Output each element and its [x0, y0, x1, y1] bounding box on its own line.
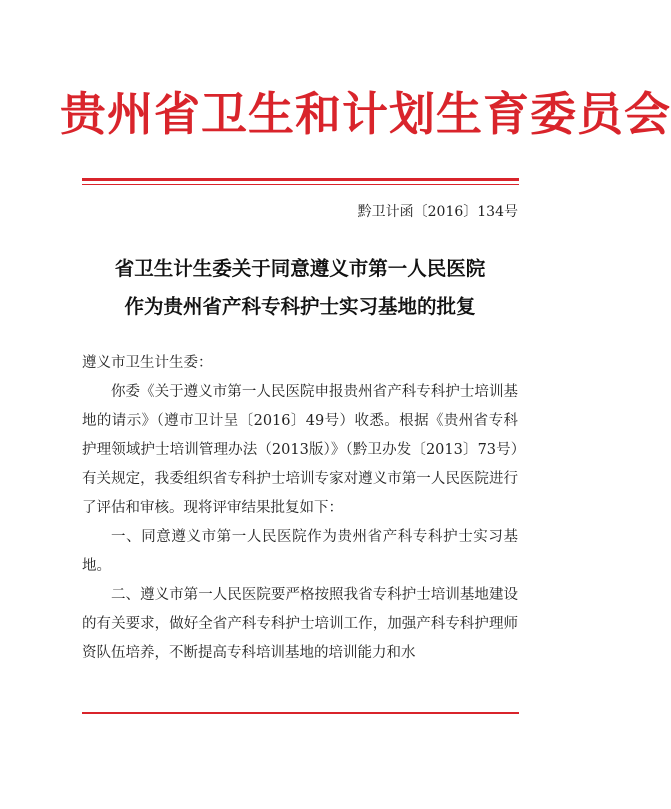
- recipient-salutation: 遵义市卫生计生委：: [82, 355, 213, 371]
- document-body: [82, 349, 518, 668]
- document-title-line-1: 省卫生计生委关于同意遵义市第一人民医院: [114, 257, 486, 280]
- masthead-divider-thick: [82, 178, 519, 181]
- document-number: 黔卫计函〔2016〕134号: [357, 204, 518, 220]
- body-paragraph: 你委《关于遵义市第一人民医院申报贵州省产科专科护士培训基地的请示》（遵市卫计呈〔2016〕49号）收悉。根据《贵州省专科护理领域护士培训管理办法（2013版）》（黔卫办发〔2013〕73号）有关规定，我委组织省专科护士培训专家对遵义市第一人民医院进行了评估和审核。现将评审结果批复如下：: [82, 384, 518, 516]
- body-paragraph: 二、遵义市第一人民医院要严格按照我省专科护士培训基地建设的有关要求，做好全省产科专科护士培训工作，加强产科专科护理师资队伍培养，不断提高专科培训基地的培训能力和水: [82, 587, 518, 661]
- document-title-line-2: 作为贵州省产科专科护士实习基地的批复: [124, 295, 476, 318]
- issuer-masthead: 贵州省卫生和计划生育委员会: [60, 87, 671, 141]
- footer-divider: [82, 712, 519, 714]
- masthead-divider-thin: [82, 184, 519, 185]
- body-paragraph: 一、同意遵义市第一人民医院作为贵州省产科专科护士实习基地。: [82, 529, 518, 574]
